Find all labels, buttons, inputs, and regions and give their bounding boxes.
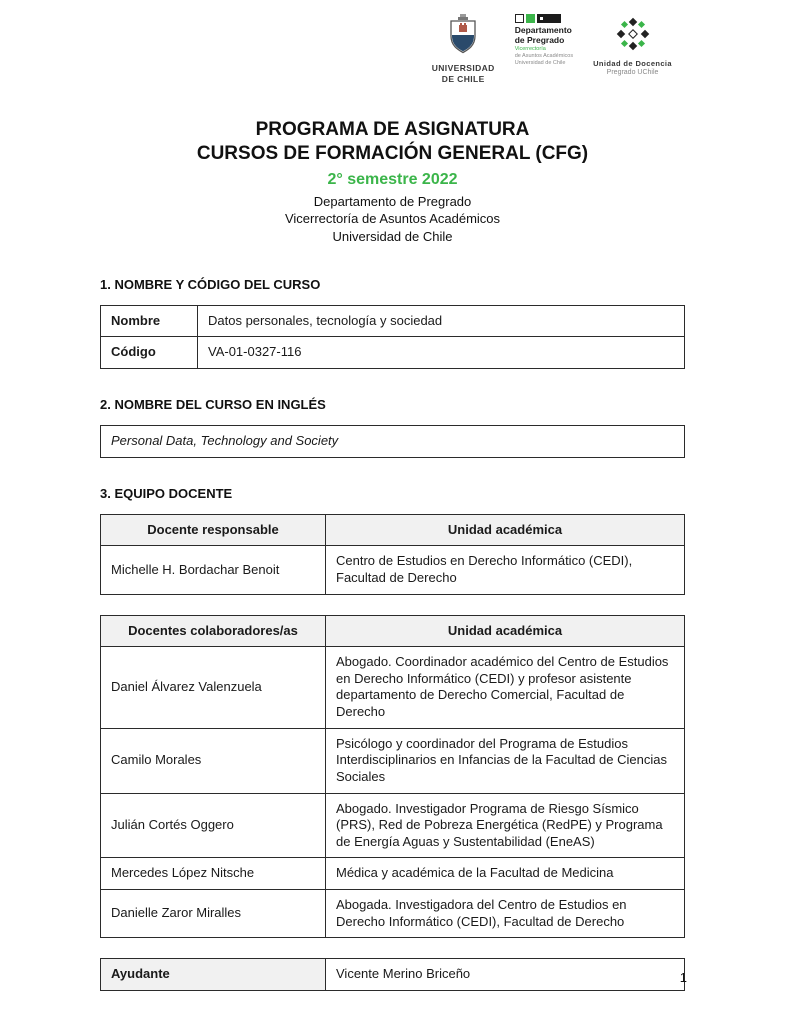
course-name-label-cell: Nombre bbox=[101, 305, 198, 337]
title-block bbox=[100, 118, 685, 245]
table-row bbox=[101, 793, 685, 858]
collaborator-name-cell: Julián Cortés Oggero bbox=[101, 793, 326, 858]
collaborator-unit-cell: Abogado. Coordinador académico del Centro de Estudios en Derecho Informático (CEDI) y profesor asistente departamento de Derecho Comercial, Facultad de Derecho bbox=[326, 647, 685, 729]
table-row bbox=[101, 426, 685, 458]
responsible-teacher-table bbox=[100, 514, 685, 595]
assistant-label-cell: Ayudante bbox=[101, 959, 326, 991]
section1-heading: 1. NOMBRE Y CÓDIGO DEL CURSO bbox=[100, 276, 321, 292]
collaborator-name-cell: Daniel Álvarez Valenzuela bbox=[101, 647, 326, 729]
collaborating-teachers-table bbox=[100, 615, 685, 939]
collaborator-name-cell: Camilo Morales bbox=[101, 728, 326, 793]
table-header-row bbox=[101, 615, 685, 647]
collaborator-unit-cell: Médica y académica de la Facultad de Medicina bbox=[326, 858, 685, 890]
course-name-code-table bbox=[100, 305, 685, 369]
responsible-unit-cell: Centro de Estudios en Derecho Informático (CEDI), Facultad de Derecho bbox=[326, 546, 685, 594]
collaborators-col2-header: Unidad académica bbox=[326, 615, 685, 647]
uchile-logo bbox=[432, 14, 495, 84]
docencia-caption bbox=[593, 59, 672, 68]
semester-line: 2° semestre 2022 bbox=[327, 170, 458, 188]
collaborators-col1-header: Docentes colaboradores/as bbox=[101, 615, 326, 647]
table-row bbox=[101, 858, 685, 890]
table-row bbox=[101, 305, 685, 337]
collaborator-unit-cell: Abogada. Investigadora del Centro de Estudios en Derecho Informático (CEDI), Facultad de Derecho bbox=[326, 890, 685, 938]
docencia-caption-line1: Unidad de Docencia bbox=[593, 59, 672, 68]
document-content bbox=[100, 277, 685, 991]
document-title-line1: PROGRAMA DE ASIGNATURA bbox=[255, 119, 530, 140]
pregrado-title-line1: Departamento bbox=[514, 25, 572, 35]
docencia-pinwheel-icon bbox=[613, 14, 653, 59]
table-row bbox=[101, 728, 685, 793]
uchile-caption-line2: DE CHILE bbox=[441, 73, 485, 84]
pregrado-tiny-line3: Universidad de Chile bbox=[514, 59, 566, 66]
responsible-col2-header: Unidad académica bbox=[326, 514, 685, 546]
collaborator-unit-cell: Abogado. Investigador Programa de Riesgo Sísmico (PRS), Red de Pobreza Energética (RedPE) y Programa de Energía Aguas y Sustentabilidad (EneAS) bbox=[326, 793, 685, 858]
table-header-row bbox=[101, 514, 685, 546]
collaborator-unit-cell: Psicólogo y coordinador del Programa de Estudios Interdisciplinarios en Infancias de la Facultad de Ciencias Sociales bbox=[326, 728, 685, 793]
docencia-logo bbox=[593, 14, 672, 77]
uchile-caption-line1: UNIVERSIDAD bbox=[431, 63, 495, 73]
uchile-shield-icon bbox=[447, 14, 479, 63]
course-code-label-cell: Código bbox=[101, 337, 198, 369]
title-subline-3: Universidad de Chile bbox=[332, 228, 453, 244]
english-name-table bbox=[100, 425, 685, 458]
english-name-cell: Personal Data, Technology and Society bbox=[101, 426, 685, 458]
table-row bbox=[101, 890, 685, 938]
table-row bbox=[101, 647, 685, 729]
pregrado-title-line2: de Pregrado bbox=[514, 34, 565, 45]
responsible-name-cell: Michelle H. Bordachar Benoit bbox=[101, 546, 326, 594]
section3-heading: 3. EQUIPO DOCENTE bbox=[100, 485, 233, 501]
collaborator-name-cell: Mercedes López Nitsche bbox=[101, 858, 326, 890]
course-name-value-cell: Datos personales, tecnología y sociedad bbox=[198, 305, 685, 337]
title-sublines bbox=[100, 193, 685, 244]
pregrado-tiny-line2: de Asuntos Académicos bbox=[514, 52, 574, 59]
header-logos bbox=[0, 0, 800, 96]
title-subline-2: Vicerrectoría de Asuntos Académicos bbox=[284, 211, 501, 227]
table-row bbox=[101, 546, 685, 594]
pregrado-logo-title bbox=[515, 26, 572, 46]
assistant-value-cell: Vicente Merino Briceño bbox=[326, 959, 685, 991]
table-row bbox=[101, 337, 685, 369]
document-title-line2: CURSOS DE FORMACIÓN GENERAL (CFG) bbox=[196, 142, 589, 164]
title-subline-1: Departamento de Pregrado bbox=[313, 194, 472, 210]
page-number: 1 bbox=[679, 970, 687, 985]
section2-heading: 2. NOMBRE DEL CURSO EN INGLÉS bbox=[100, 397, 326, 413]
table-row bbox=[101, 959, 685, 991]
assistant-table bbox=[100, 958, 685, 991]
responsible-col1-header: Docente responsable bbox=[101, 514, 326, 546]
pregrado-squares-icon bbox=[515, 14, 561, 23]
pregrado-logo bbox=[515, 14, 573, 67]
course-code-value-cell: VA-01-0327-116 bbox=[198, 337, 685, 369]
pregrado-tiny-line1: Vicerrectoría bbox=[514, 45, 546, 52]
uchile-logo-caption bbox=[432, 63, 495, 84]
docencia-caption-line2: Pregrado UChile bbox=[606, 69, 659, 77]
collaborator-name-cell: Danielle Zaror Miralles bbox=[101, 890, 326, 938]
